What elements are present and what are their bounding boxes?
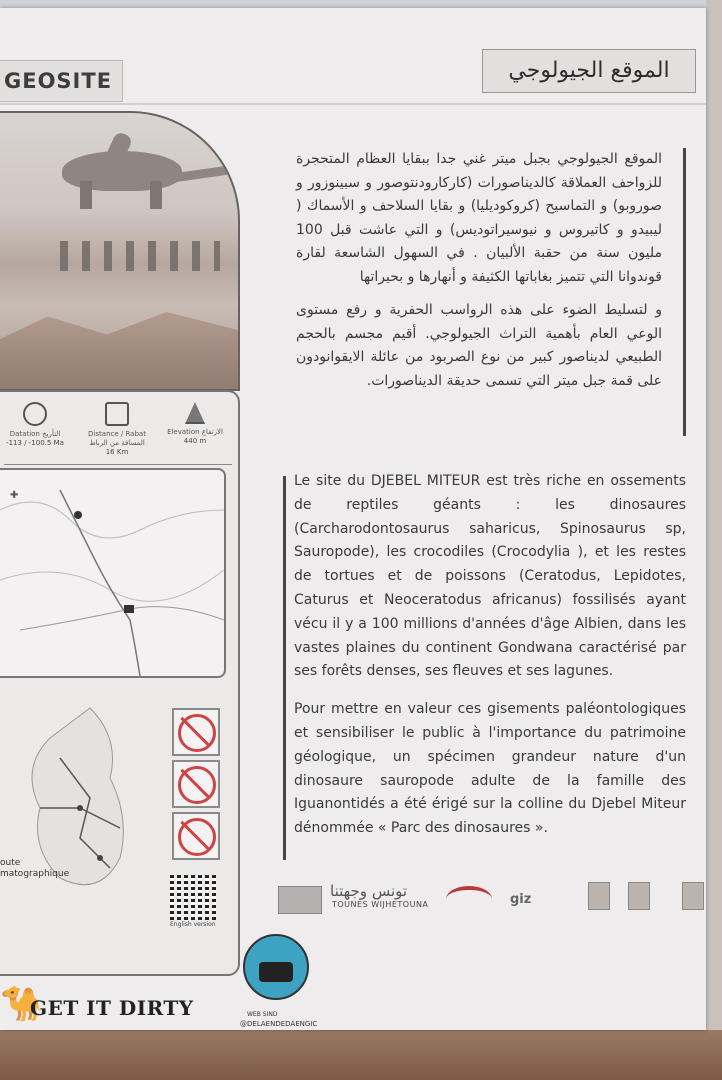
dinosaur-photo	[0, 111, 240, 391]
arabic-text-bar	[683, 148, 686, 436]
geosite-title: GEOSITE	[0, 60, 123, 102]
route-icon	[105, 402, 129, 426]
seal-logo-2	[628, 882, 650, 910]
map-caption: oute matographique	[0, 858, 70, 879]
badge-caption-handle: @DELAENDEDAENGIC	[240, 1020, 318, 1028]
french-paragraph-1: Le site du DJEBEL MITEUR est très riche en ossements de reptiles géants : les dinosaures (Carcharodontosaurus saharicus, Spinosaurus sp, Sauropode), les crocodiles (Crocodylia ), et les restes de tortues et de poissons (Ceratodus, Lepidotes, Caturus et Neoceratodus africanus) fossilisés ayant vécu il y a 100 millions d'années d'âge Albien, dans les vastes plaines du continent Gondwana caractérisé par ses forêts denses, ses fleuves et ses lagunes.	[294, 473, 686, 680]
french-paragraph-2: Pour mettre en valeur ces gisements paléontologiques et sensibiliser le public à l'importance du patrimoine géologique, un spécimen grandeur nature d'un dinosaure sauropode adulte de la famille des Iguanontidés a été érigé sur la colline du Djebel Miteur dénommée « Parc des dinosaures ».	[294, 701, 686, 837]
stat-age: Datation التأريخ -113 / -100.5 Ma	[0, 402, 70, 448]
sign-edge	[706, 0, 722, 1030]
landscape	[0, 303, 238, 391]
fossil-bones	[60, 241, 220, 271]
location-map	[0, 468, 226, 678]
badge-caption-top: WEB SIND	[247, 1011, 278, 1018]
qr-caption: English version	[170, 921, 216, 928]
tounes-logo-latin: TOUNES WIJHETOUNA	[332, 900, 429, 909]
svg-text:✚: ✚	[10, 490, 19, 501]
qr-code[interactable]	[170, 874, 216, 920]
arabic-paragraph-1: الموقع الجيولوجي بجبل ميتر غني جدا ببقايا العظام المتحجرة للزواحف العملاقة كالديناصورات (كاركارودنتوصور و سبينوزور و صوروبو) و التماسيح (كروكوديليا) و بقايا السلاحف و الأسماك ( ليبيدو و كاتيروس و نيوسيراتوديس) و التي عاشت قبل 100 مليون سنة من حقبة الألبيان . في السهول الشاسعة لقارة قوندوانا التي تتميز بغاباتها الكثيفة و أنهارها و بحيراتها	[296, 151, 662, 285]
stat-distance: Distance / Rabat المسافة من الرباط 16 Km	[82, 402, 152, 457]
mountain-icon	[185, 402, 205, 424]
french-text-bar	[283, 476, 286, 860]
header-divider	[0, 103, 706, 105]
seal-logo-1	[588, 882, 610, 910]
arabic-paragraph-2: و لتسليط الضوء على هذه الرواسب الحفرية و رفع مستوى الوعي العام بأهمية التراث الجيولوجي. أقيم مجسم بالحجم الطبيعي لديناصور كبير من نوع الصربود من عائلة الايقوانودون على قمة جبل ميتر التي تسمى حديقة الديناصورات.	[296, 302, 662, 389]
stat-elevation: Elevation الارتفاع 440 m	[160, 402, 230, 446]
ground	[0, 1030, 722, 1080]
arabic-title: الموقع الجيولوجي	[482, 49, 696, 93]
offroad-badge	[243, 934, 309, 1000]
no-climbing-sign	[172, 708, 220, 756]
arabic-description	[296, 148, 662, 403]
brand-name: GET IT DIRTY	[30, 996, 194, 1020]
partner-logos	[278, 876, 706, 916]
information-sign	[0, 8, 706, 1030]
camel-icon: 🐪	[0, 984, 43, 1024]
partner-arc-logo	[446, 886, 492, 912]
eu-flag-logo	[278, 886, 322, 914]
jeep-icon	[259, 962, 293, 982]
tounes-logo-arabic: تونس وجهتنا	[330, 882, 408, 900]
clock-icon	[23, 402, 47, 426]
seal-logo-3	[682, 882, 704, 910]
giz-logo: giz	[510, 892, 532, 907]
no-digging-sign	[172, 760, 220, 808]
french-description	[294, 470, 686, 855]
no-vehicles-sign	[172, 812, 220, 860]
